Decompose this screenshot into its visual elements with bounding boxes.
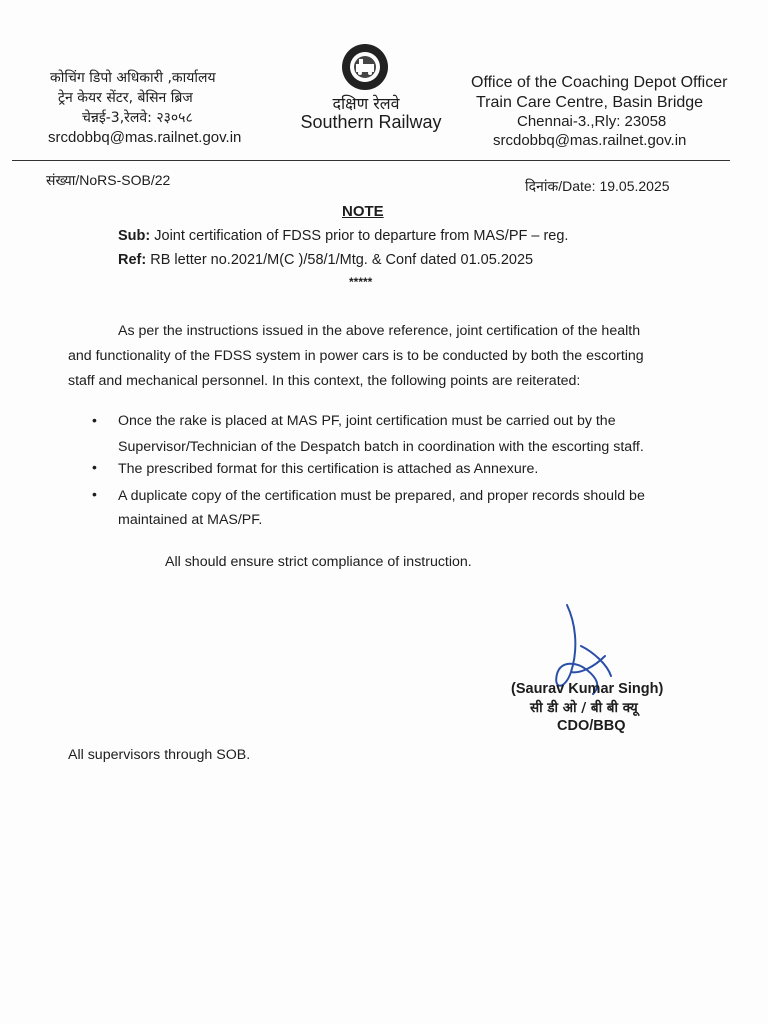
subject-text: Joint certification of FDSS prior to departure from MAS/PF – reg. xyxy=(154,228,569,244)
closing-line: All should ensure strict compliance of instruction. xyxy=(165,554,472,570)
distribution-line: All supervisors through SOB. xyxy=(68,747,251,763)
header-divider xyxy=(12,160,730,161)
subject-label: Sub: xyxy=(118,228,151,244)
bullet-1-line-2: Supervisor/Technician of the Despatch batch in coordination with the escorting staff. xyxy=(118,439,644,455)
header-right-email: srcdobbq@mas.railnet.gov.in xyxy=(493,132,687,149)
separator-stars: ***** xyxy=(349,275,373,289)
header-right-line2: Train Care Centre, Basin Bridge xyxy=(476,94,704,111)
bullet-dot-3: • xyxy=(92,486,97,502)
railway-name-hindi: दक्षिण रेलवे xyxy=(332,94,400,113)
reference-line xyxy=(118,250,533,270)
header-right-line3: Chennai-3.,Rly: 23058 xyxy=(517,113,667,130)
paragraph-line-3: staff and mechanical personnel. In this context, the following points are reiterated: xyxy=(68,373,581,389)
paragraph-line-1: As per the instructions issued in the above reference, joint certification of the health xyxy=(118,323,641,339)
reference-label: Ref: xyxy=(118,252,147,268)
reference-text: RB letter no.2021/M(C )/58/1/Mtg. & Conf dated 01.05.2025 xyxy=(150,252,534,268)
header-left-line3: चेन्नई-3,रेलवे: २३०५८ xyxy=(82,110,193,126)
letter-date: दिनांक/Date: 19.05.2025 xyxy=(525,178,670,194)
railway-name-english: Southern Railway xyxy=(300,112,442,132)
signatory-name: (Saurav Kumar Singh) xyxy=(511,681,664,697)
signatory-designation: CDO/BBQ xyxy=(557,718,626,734)
signatory-designation-hindi: सी डी ओ / बी बी क्यू xyxy=(530,700,638,716)
header-left-line1: कोचिंग डिपो अधिकारी ,कार्यालय xyxy=(50,70,216,86)
subject-line xyxy=(118,226,568,246)
header-left-email: srcdobbq@mas.railnet.gov.in xyxy=(48,129,242,146)
bullet-3-line-2: maintained at MAS/PF. xyxy=(118,512,263,528)
note-title: NOTE xyxy=(342,203,384,220)
bullet-2-line-1: The prescribed format for this certification is attached as Annexure. xyxy=(118,461,539,477)
paragraph-line-2: and functionality of the FDSS system in power cars is to be conducted by both the escorting xyxy=(68,348,644,364)
bullet-1-line-1: Once the rake is placed at MAS PF, joint certification must be carried out by the xyxy=(118,413,616,429)
bullet-dot-2: • xyxy=(92,459,97,475)
header-right-line1: Office of the Coaching Depot Officer xyxy=(471,74,728,91)
bullet-3-line-1: A duplicate copy of the certification must be prepared, and proper records should be xyxy=(118,488,645,504)
indian-railways-emblem-icon xyxy=(340,42,390,92)
reference-number: संख्या/NoRS-SOB/22 xyxy=(46,172,171,188)
header-left-line2: ट्रेन केयर सेंटर, बेसिन ब्रिज xyxy=(58,90,193,106)
bullet-dot-1: • xyxy=(92,412,97,428)
